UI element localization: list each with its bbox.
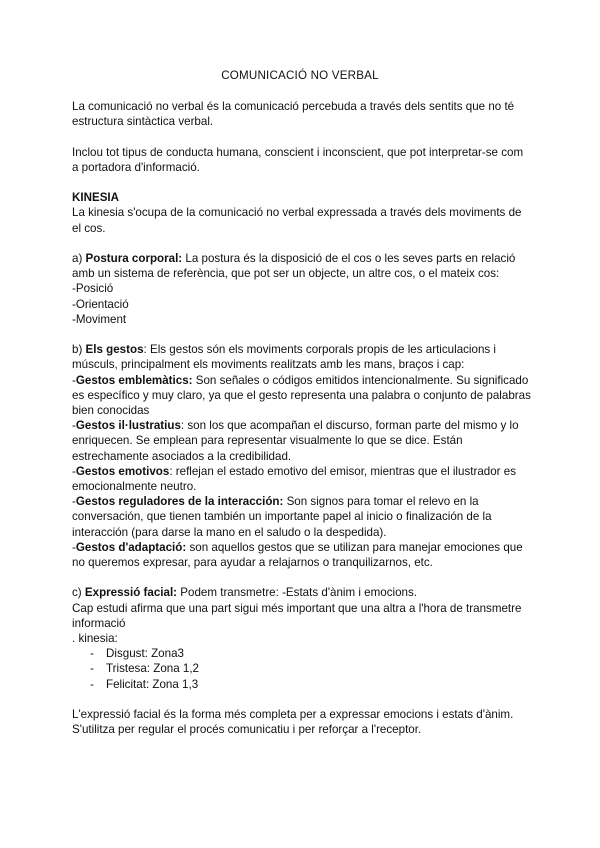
closing-paragraph-1: L'expressió facial és la forma més completa per a expressar emocions i estats d'ànim. bbox=[72, 708, 514, 722]
gesture-item: -Gestos reguladores de la interacción: Son signos para tomar el relevo en la conversación, que tienen también un importante papel al inicio o finalización de la interacción (para darse la mano en el saludo o la despedida). bbox=[72, 495, 492, 539]
expressio-paragraph: c) Expressió facial: Podem transmetre: -Estats d'ànim i emocions. bbox=[72, 586, 418, 600]
intro-paragraph-1: La comunicació no verbal és la comunicació percebuda a través dels sentits que no té estructura sintàctica verbal. bbox=[72, 100, 515, 129]
gesture-item: -Gestos il·lustratius: son los que acompañan el discurso, forman parte del mismo y lo enriquecen. Se emplean para representar visualmente lo que se dice. Están estrechamente asociados a la credibilidad. bbox=[72, 419, 519, 463]
expressio-line: Cap estudi afirma que una part sigui més important que una altra a l'hora de transmetre informació bbox=[72, 601, 522, 630]
closing-paragraph-2: S'utilitza per regular el procés comunicatiu i per reforçar a l'receptor. bbox=[72, 723, 422, 737]
list-item: - Tristesa: Zona 1,2 bbox=[90, 662, 200, 676]
gesture-item: -Gestos d'adaptació: son aquellos gestos que se utilizan para manejar emociones que no queremos expresar, para ayudar a relajarnos o tranquilizarnos, etc. bbox=[72, 540, 523, 570]
gesture-item: -Gestos emblemàtics: Son señales o códigos emitidos intencionalmente. Su significado es específico y muy claro, ya que el gesto representa una palabra o conjunto de palabras bien conocidas bbox=[72, 373, 531, 417]
postura-paragraph: a) Postura corporal: La postura és la disposició de el cos o les seves parts en relació amb un sistema de referència, que pot ser un objecte, un altre cos, o el mateix cos: bbox=[72, 251, 516, 281]
gestos-paragraph: b) Els gestos: Els gestos són els moviments corporals propis de les articulacions i músculs, principalment els moviments realitzats amb les mans, braços i cap: bbox=[72, 343, 497, 372]
list-item: - Disgust: Zona3 bbox=[90, 647, 184, 661]
kinesia-heading: KINESIA bbox=[72, 191, 120, 205]
kinesia-paragraph: La kinesia s'ocupa de la comunicació no verbal expressada a través dels moviments de el cos. bbox=[72, 206, 522, 235]
page-title: COMUNICACIÓ NO VERBAL bbox=[221, 69, 379, 82]
facial-zones-list bbox=[72, 646, 532, 692]
postura-item: -Moviment bbox=[72, 312, 127, 326]
expressio-line: . kinesia: bbox=[72, 632, 118, 646]
gesture-item: -Gestos emotivos: reflejan el estado emotivo del emisor, mientras que el ilustrador es emocionalmente neutro. bbox=[72, 464, 517, 494]
intro-paragraph-2: Inclou tot tipus de conducta humana, conscient i inconscient, que pot interpretar-se com a portadora d'informació. bbox=[72, 145, 524, 174]
list-item: - Felicitat: Zona 1,3 bbox=[90, 677, 199, 691]
postura-item: -Posició bbox=[72, 282, 114, 296]
document-body bbox=[72, 99, 532, 737]
postura-item: -Orientació bbox=[72, 297, 129, 311]
